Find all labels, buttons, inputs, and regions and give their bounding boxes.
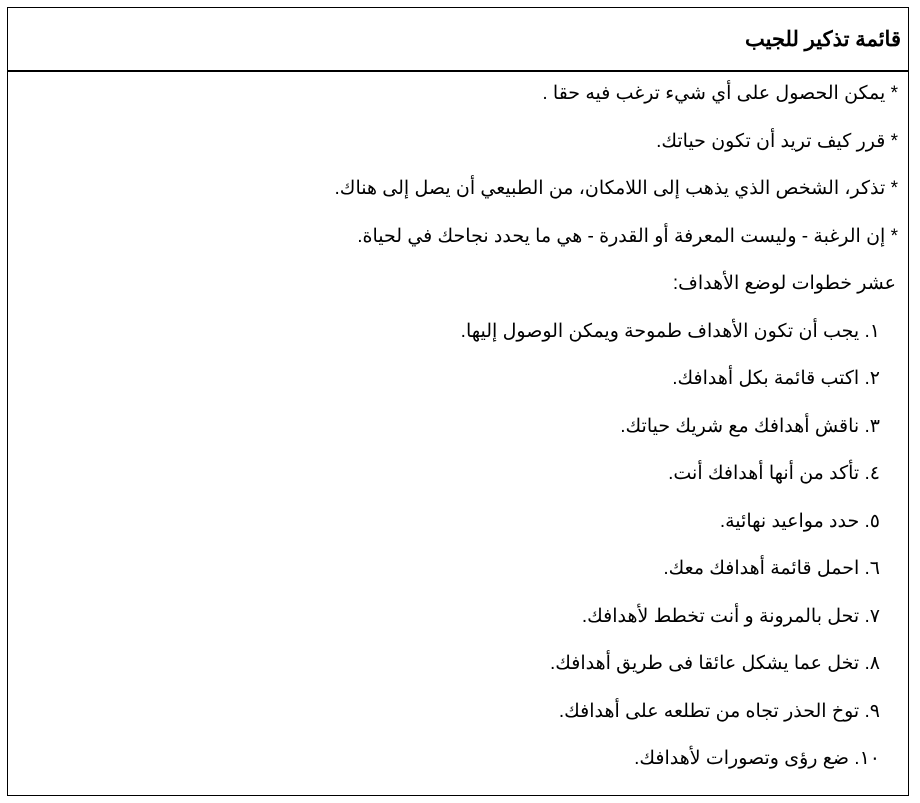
step-item: ١. يجب أن تكون الأهداف طموحة ويمكن الوصول إليها. — [460, 320, 880, 342]
step-item: ٣. ناقش أهدافك مع شريك حياتك. — [620, 415, 880, 437]
document-title: قائمة تذكير للجيب — [744, 27, 901, 51]
title-bar — [8, 8, 908, 72]
bullet-item: * قرر كيف تريد أن تكون حياتك. — [656, 130, 898, 152]
reminder-list-box — [7, 7, 909, 796]
step-item: ٤. تأكد من أنها أهدافك أنت. — [668, 463, 880, 484]
bullet-item: * إن الرغبة - وليست المعرفة أو القدرة - هي ما يحدد نجاحك في لحياة. — [357, 225, 898, 247]
bullet-item: * يمكن الحصول على أي شيء ترغب فيه حقا . — [542, 83, 898, 104]
content-area — [8, 72, 908, 789]
step-item: ٧. تحل بالمرونة و أنت تخطط لأهدافك. — [581, 605, 880, 627]
bullet-item: * تذكر، الشخص الذي يذهب إلى اللامكان، من الطبيعي أن يصل إلى هناك. — [334, 178, 898, 199]
steps-heading: عشر خطوات لوضع الأهداف: — [672, 273, 896, 294]
step-item: ٨. تخل عما يشكل عائقا فى طريق أهدافك. — [549, 653, 880, 674]
step-item: ٦. احمل قائمة أهدافك معك. — [663, 558, 880, 579]
step-item: ٩. توخ الحذر تجاه من تطلعه على أهدافك. — [558, 700, 880, 722]
step-item: ٢. اكتب قائمة بكل أهدافك. — [672, 368, 880, 389]
step-item: ١٠. ضع رؤى وتصورات لأهدافك. — [634, 748, 880, 769]
step-item: ٥. حدد مواعيد نهائية. — [719, 510, 880, 532]
